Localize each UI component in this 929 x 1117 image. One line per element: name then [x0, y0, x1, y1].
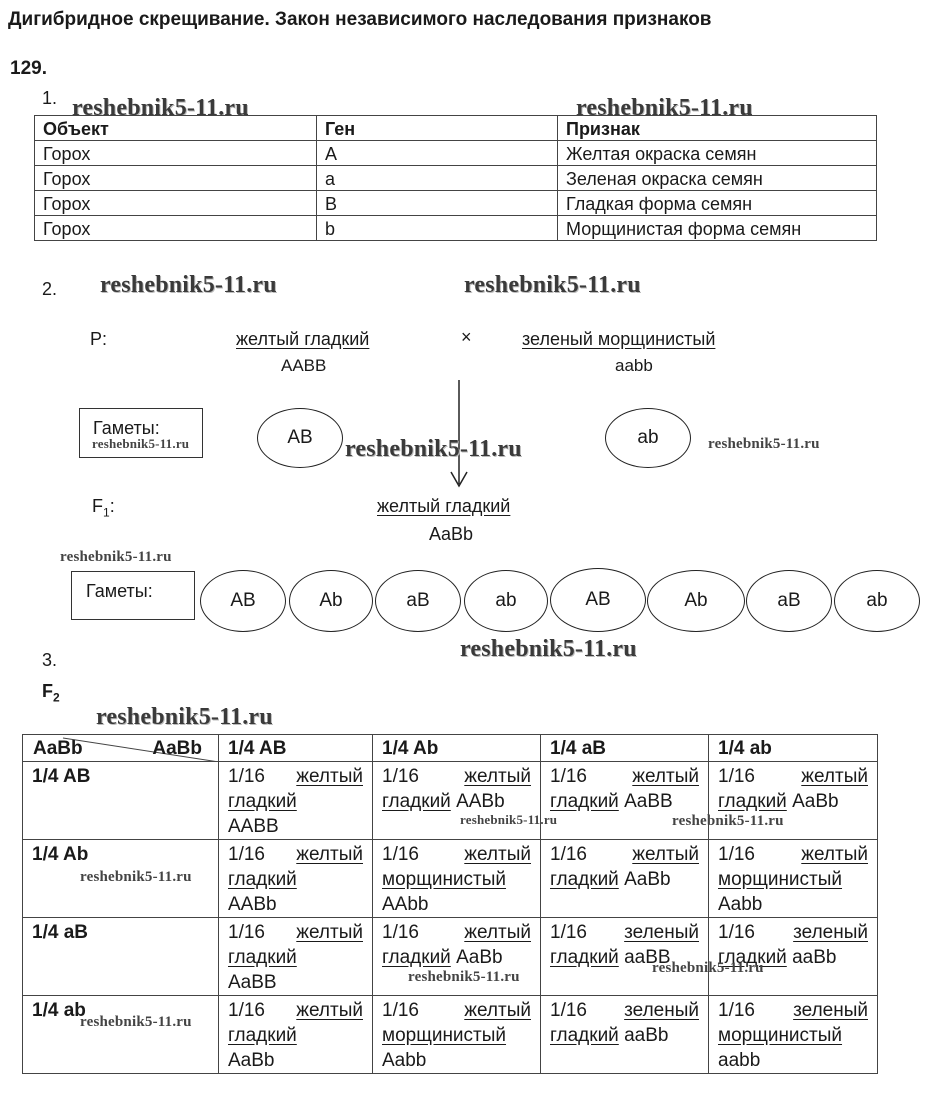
cell-shape: гладкий — [718, 947, 787, 968]
watermark: reshebnik5-11.ru — [345, 436, 522, 462]
cell-color: зеленый — [793, 922, 868, 943]
f1-gamete-oval: ab — [834, 570, 920, 632]
cell-fraction: 1/16 — [718, 844, 755, 865]
cell-color: желтый — [296, 922, 363, 943]
arrow-down-icon — [448, 380, 470, 490]
cell-trait: Морщинистая форма семян — [558, 216, 877, 241]
punnett-cell — [541, 996, 709, 1074]
cell-fraction: 1/16 — [718, 1000, 755, 1021]
cell-fraction: 1/16 — [382, 766, 419, 787]
watermark: reshebnik5-11.ru — [80, 869, 192, 885]
f1-gametes-box — [71, 571, 195, 620]
watermark: reshebnik5-11.ru — [60, 549, 172, 565]
punnett-cell — [541, 840, 709, 918]
punnett-row — [23, 996, 878, 1074]
punnett-cell — [373, 996, 541, 1074]
punnett-cell — [709, 996, 878, 1074]
gamete-oval-parent2: ab — [605, 408, 691, 468]
cell-shape: гладкий — [382, 947, 451, 968]
table-row — [35, 166, 877, 191]
cell-color: желтый — [464, 766, 531, 787]
cell-genotype: AABb — [228, 894, 277, 915]
cell-color: желтый — [801, 766, 868, 787]
section1-number: 1. — [42, 88, 58, 108]
header-trait: Признак — [558, 116, 877, 141]
col-header: 1/4 AB — [219, 735, 373, 762]
table-row — [35, 141, 877, 166]
gametes-box — [79, 408, 203, 458]
f1-genotype: AaBb — [429, 524, 474, 544]
row-header: 1/4 AB — [23, 762, 219, 840]
header-object: Объект — [35, 116, 317, 141]
cell-genotype: AaBB — [624, 791, 673, 812]
cross-sign: × — [461, 327, 472, 347]
cell-genotype: AaBb — [228, 1050, 275, 1071]
col-header: 1/4 ab — [709, 735, 878, 762]
cell-color: желтый — [296, 1000, 363, 1021]
cell-fraction: 1/16 — [228, 1000, 265, 1021]
parent1-genotype: AABB — [281, 356, 327, 375]
punnett-cell — [373, 840, 541, 918]
cell-shape: гладкий — [228, 791, 297, 812]
f1-colon: : — [109, 496, 115, 516]
watermark: reshebnik5-11.ru — [652, 960, 764, 976]
punnett-cell — [219, 840, 373, 918]
cell-genotype: Aabb — [382, 1050, 427, 1071]
cell-object: Горох — [35, 216, 317, 241]
cell-color: желтый — [464, 922, 531, 943]
header-gene: Ген — [317, 116, 558, 141]
f1-gamete-oval: Ab — [647, 570, 745, 632]
f1-gamete-oval: Ab — [289, 570, 373, 632]
cell-color: желтый — [632, 766, 699, 787]
cell-color: желтый — [296, 766, 363, 787]
cell-shape: морщинистый — [382, 869, 507, 890]
cell-shape: гладкий — [550, 869, 619, 890]
gametes-label: Гаметы: — [93, 418, 160, 438]
cell-genotype: aabb — [718, 1050, 761, 1071]
table-row — [35, 191, 877, 216]
f1-subscript: 1 — [103, 505, 110, 520]
punnett-corner-cell — [23, 735, 219, 762]
page-title: Дигибридное скрещивание. Закон независимого наследования признаков — [8, 9, 712, 30]
col-header: 1/4 aB — [541, 735, 709, 762]
f2-subscript: 2 — [53, 690, 60, 705]
cell-shape: морщинистый — [718, 869, 843, 890]
watermark: reshebnik5-11.ru — [576, 95, 753, 121]
f1-gamete-oval: AB — [200, 570, 286, 632]
watermark: reshebnik5-11.ru — [96, 704, 273, 730]
cell-genotype: Aabb — [718, 894, 763, 915]
table-header-row — [35, 116, 877, 141]
cell-fraction: 1/16 — [718, 922, 755, 943]
watermark: reshebnik5-11.ru — [100, 272, 277, 298]
cell-gene: b — [317, 216, 558, 241]
watermark: reshebnik5-11.ru — [708, 436, 820, 452]
f2-label — [42, 681, 60, 705]
cell-gene: a — [317, 166, 558, 191]
cell-shape: гладкий — [550, 791, 619, 812]
cell-color: желтый — [632, 844, 699, 865]
cell-genotype: AABb — [456, 791, 505, 812]
watermark: reshebnik5-11.ru — [408, 969, 520, 985]
task-number: 129. — [10, 58, 47, 79]
cell-genotype: aaBB — [624, 947, 671, 968]
watermark: reshebnik5-11.ru — [672, 813, 784, 829]
cell-genotype: AAbb — [382, 894, 429, 915]
punnett-cell — [541, 918, 709, 996]
cell-shape: гладкий — [550, 947, 619, 968]
cell-genotype: aaBb — [624, 1025, 669, 1046]
parent2-genotype: aabb — [615, 356, 653, 375]
punnett-cell — [709, 840, 878, 918]
cell-color: желтый — [464, 844, 531, 865]
cell-fraction: 1/16 — [382, 844, 419, 865]
cell-object: Горох — [35, 166, 317, 191]
cell-color: желтый — [801, 844, 868, 865]
f1-gamete-oval: aB — [746, 570, 832, 632]
watermark: reshebnik5-11.ru — [72, 95, 249, 121]
genes-table — [34, 115, 877, 241]
punnett-cell — [709, 918, 878, 996]
f1-phenotype: желтый гладкий — [377, 496, 511, 516]
cell-color: зеленый — [624, 922, 699, 943]
f1-letter: F — [92, 496, 103, 516]
cell-fraction: 1/16 — [550, 766, 587, 787]
f1-gamete-oval: aB — [375, 570, 461, 632]
cell-color: зеленый — [624, 1000, 699, 1021]
f1-label — [92, 496, 115, 520]
row-header: 1/4 ab — [23, 996, 219, 1074]
cell-trait: Гладкая форма семян — [558, 191, 877, 216]
cell-shape: гладкий — [228, 1025, 297, 1046]
corner-genotype-left: AaBb — [33, 738, 83, 759]
f1-gamete-oval: AB — [550, 568, 646, 632]
corner-genotype-right: AaBb — [152, 738, 202, 759]
row-header: 1/4 Ab — [23, 840, 219, 918]
punnett-header-row — [23, 735, 878, 762]
p-label: P: — [90, 329, 108, 349]
cell-shape: гладкий — [550, 1025, 619, 1046]
row-header: 1/4 aB — [23, 918, 219, 996]
cell-fraction: 1/16 — [550, 1000, 587, 1021]
watermark: reshebnik5-11.ru — [80, 1014, 192, 1030]
cell-trait: Зеленая окраска семян — [558, 166, 877, 191]
parent1-phenotype: желтый гладкий — [236, 329, 370, 349]
punnett-cell — [219, 996, 373, 1074]
cell-fraction: 1/16 — [550, 922, 587, 943]
cell-shape: морщинистый — [718, 1025, 843, 1046]
parent2-phenotype: зеленый морщинистый — [522, 329, 716, 349]
watermark: reshebnik5-11.ru — [460, 636, 637, 662]
punnett-cell — [219, 918, 373, 996]
watermark: reshebnik5-11.ru — [464, 272, 641, 298]
cell-object: Горох — [35, 141, 317, 166]
cell-shape: гладкий — [228, 869, 297, 890]
cell-shape: гладкий — [382, 791, 451, 812]
gamete-oval-parent1: AB — [257, 408, 343, 468]
cell-genotype: AaBb — [456, 947, 503, 968]
section2-number: 2. — [42, 279, 58, 299]
cell-color: желтый — [464, 1000, 531, 1021]
cell-object: Горох — [35, 191, 317, 216]
punnett-cell — [219, 762, 373, 840]
cell-genotype: aaBb — [792, 947, 837, 968]
cell-genotype: AaBb — [792, 791, 839, 812]
cell-fraction: 1/16 — [228, 922, 265, 943]
cell-genotype: AaBB — [228, 972, 277, 993]
f2-letter: F — [42, 681, 53, 701]
cell-fraction: 1/16 — [550, 844, 587, 865]
cell-gene: B — [317, 191, 558, 216]
cell-fraction: 1/16 — [718, 766, 755, 787]
section3-number: 3. — [42, 650, 58, 670]
cell-trait: Желтая окраска семян — [558, 141, 877, 166]
cell-color: зеленый — [793, 1000, 868, 1021]
f1-gametes-label: Гаметы: — [86, 581, 153, 601]
cell-shape: гладкий — [228, 947, 297, 968]
cell-fraction: 1/16 — [382, 1000, 419, 1021]
col-header: 1/4 Ab — [373, 735, 541, 762]
cell-genotype: AaBb — [624, 869, 671, 890]
watermark: reshebnik5-11.ru — [460, 812, 558, 827]
cell-fraction: 1/16 — [228, 766, 265, 787]
f1-gamete-oval: ab — [464, 570, 548, 632]
cell-shape: гладкий — [718, 791, 787, 812]
watermark: reshebnik5-11.ru — [92, 436, 190, 451]
cell-gene: A — [317, 141, 558, 166]
cell-color: желтый — [296, 844, 363, 865]
cell-fraction: 1/16 — [382, 922, 419, 943]
cell-fraction: 1/16 — [228, 844, 265, 865]
table-row — [35, 216, 877, 241]
cell-shape: морщинистый — [382, 1025, 507, 1046]
cell-genotype: AABB — [228, 816, 279, 837]
